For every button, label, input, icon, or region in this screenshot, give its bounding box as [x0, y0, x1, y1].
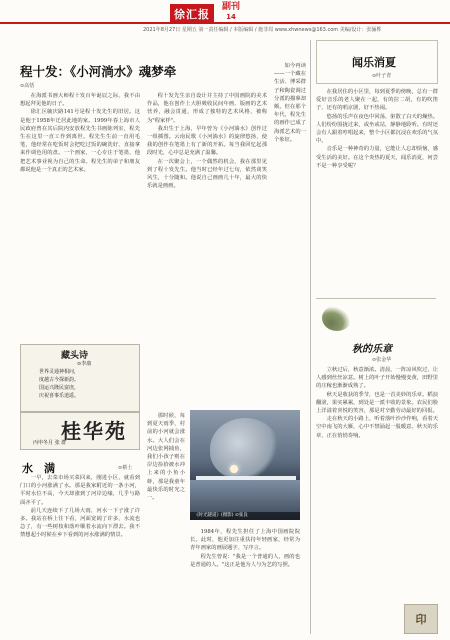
seal-stamp-icon: 印 — [404, 604, 438, 634]
paragraph: 音乐是一种神奇的力量，它能让人忘却烦恼，感受生活的美好。在这个炎热的夏天，闻乐消夏，何尝不是一种享受呢？ — [316, 146, 438, 169]
photo-light — [230, 465, 238, 473]
paragraph: 在海派书画大师程十发百年诞辰之际，我不由想起拜见他的日子。 — [20, 93, 140, 108]
paragraph: 程十发先生亲自设计并主持了中国画院的美术作品，他在创作上大胆吸收民间年画、版画的艺术营养，融会贯通，形成了独特的艺术风格，被称为"程家样"。 — [147, 93, 267, 124]
article-title-water: 水 满 — [22, 462, 55, 475]
calligraphy-text: 桂华苑 — [61, 419, 127, 443]
article-body-water-col2 — [147, 412, 185, 634]
leaf-icon — [322, 305, 352, 331]
paragraph: 走在秋天的小路上，听着落叶沙沙作响，看着天空中南飞的大雁，心中不禁涌起一股暖意。秋天的乐章，正在悄悄奏响。 — [316, 416, 438, 439]
masthead-info: 2021年8月27日 星期五 第一责任编辑 / 本版编辑 / 施非周 www.xhwnews@163.com 美编/设计：张骊桦 — [143, 27, 382, 33]
paragraph: 徐汇区毓庆路141号是程十发先生的旧居。这是他于1958年迁居此地的家。1999年春上海市人民政府曾在其后院内安放程先生书画陈列室，程先生在这里一直工作到离世。程先生生前一直用毛笔，他经常在吃饭时会把吃过饭的碗洗好，直接拿来作调色用的盘。一个画家，一心专注于笔墨，他把艺术事业视为自己的生命。程先生的弟子和朋友都说他是一个真正的艺术家。 — [20, 109, 140, 173]
poem-line: 世界灵通神相问， — [39, 369, 80, 375]
poem-heading: 藏头诗 — [61, 351, 89, 361]
paragraph: 一早，去菜市场买菜回来，刚进小区，就看到门口的小河涨满了水。那是我家附近的一条小河，平时水位不高，今天却涨到了河岸边缘，几乎与路面齐平了。 — [20, 475, 140, 506]
paragraph: 1984年，程先生担任了上海中国画院院长。此时，他更加注重扶持年轻画家，经常为青年画家的画展题字、写序言。 — [190, 529, 300, 552]
photo-tree — [210, 418, 280, 480]
article-title-summer: 闻乐消夏 — [352, 56, 396, 69]
paragraph: 前几天连续下了几场大雨，河水一下子涨了许多。我站在桥上往下看，河面宽阔了许多，水流也急了，有一些树枝和落叶顺着水流向下漂去。我不禁想起小时候在乡下看到的河水涨满的情景。 — [20, 507, 140, 539]
article-body-autumn — [316, 366, 438, 606]
paragraph: 我出生于上海，早年曾为《小河淌水》创作过一组插图。云南民歌《小河淌水》的旋律悠扬，使我的创作在笔墨上有了新的开拓。每当我回忆起那段时光，心中总是充满了温馨。 — [147, 125, 267, 157]
article-body-cheng-col3 — [274, 62, 306, 407]
paragraph: 秋天是收获的季节，也是一首美妙的乐章。稻浪翻滚，果实累累，到处是一派丰收的景象。农民们脸上洋溢着喜悦的笑容，那是对辛勤劳动最好的回报。 — [316, 391, 438, 415]
photo-caption: 《时光隧道》(摄影) ⊙张良 — [190, 512, 300, 520]
paragraph: 立秋过后，秋意渐浓。清晨，一阵凉风吹过，让人感到丝丝凉意。树上的叶子开始慢慢变黄，田野里的庄稼也渐渐成熟了。 — [316, 367, 438, 390]
article-body-summer — [316, 88, 438, 294]
article-author-summer: ⊙叶子青 — [372, 73, 392, 79]
poem-line: 庆祝喜事乐逍遥。 — [39, 393, 80, 399]
article-body-cheng-col2 — [147, 92, 267, 410]
paragraph: 程先生曾说："我是一个普通的人，画的也是普通的人。"这正是他为人与为艺的写照。 — [190, 553, 300, 568]
article-author-water: ⊙蔡土 — [118, 465, 133, 471]
article-body-water-col1 — [20, 474, 140, 634]
poem-line: 国运兴隆民富庶， — [39, 385, 80, 391]
masthead-rule — [0, 22, 450, 24]
poem-box — [20, 344, 140, 412]
article-body-cheng-col4 — [190, 528, 300, 634]
photo-time-tunnel — [190, 410, 300, 520]
column-divider — [310, 40, 311, 634]
fern-ornament — [316, 298, 436, 334]
article-author-cheng: ⊙高恬 — [20, 83, 35, 89]
poem-line: 度越古今探新韵。 — [39, 377, 80, 383]
poem-author: ⊙李康 — [77, 361, 92, 367]
paragraph: 如今再读——一个藏在生活、博采群子和陶瓷调过分派的描摹却颇。但在那个年代，程先生的画作已成了海派艺术的一个象征。 — [274, 63, 306, 143]
article-title-autumn: 秋的乐章 — [352, 344, 392, 355]
article-body-cheng-col1 — [20, 92, 140, 342]
section-label-line2: 14 — [226, 13, 236, 21]
section-label-line1: 副刊 — [222, 2, 241, 12]
paragraph: 在我居住的小区里，每到夏季的傍晚，总有一群爱好音乐的老人聚在一起，有的拉二胡，有的吹笛子，还有的唱京剧，好不热闹。 — [316, 89, 438, 112]
calligraphy-box — [20, 412, 140, 450]
masthead — [0, 0, 450, 40]
photo-bridge — [196, 476, 296, 480]
article-author-autumn: ⊙张金华 — [372, 357, 392, 363]
calligraphy-note: 丙申冬月 张 群 — [33, 440, 67, 446]
paragraph: 在一次聚会上，一个偶然的机会，我在那里见到了程十发先生。他当时已经年过七旬，依然谈笑风生，十分随和。他说自己画画几十年，最大的快乐就是画画。 — [147, 158, 267, 190]
article-title-cheng: 程十发：《小河淌水》魂梦牵 — [20, 64, 177, 79]
section-label — [222, 2, 240, 22]
paragraph: 那时候，每到夏天雨季，村前的小河就会涨水。大人们会在河边张网捕鱼，我们小孩子则在岸边捡拾被水冲上来的小鱼小虾，那是我童年最快乐的时光之一。 — [147, 413, 185, 502]
paragraph: 悠扬的乐声在夜色中回荡，驱散了白天的燥热。人们纷纷围拢过来，或坐或站，静静地聆听。有时还会有人跟着哼唱起来，整个小区都沉浸在欢乐的气氛中。 — [316, 113, 438, 145]
publication-name: 徐汇报 — [170, 4, 214, 24]
